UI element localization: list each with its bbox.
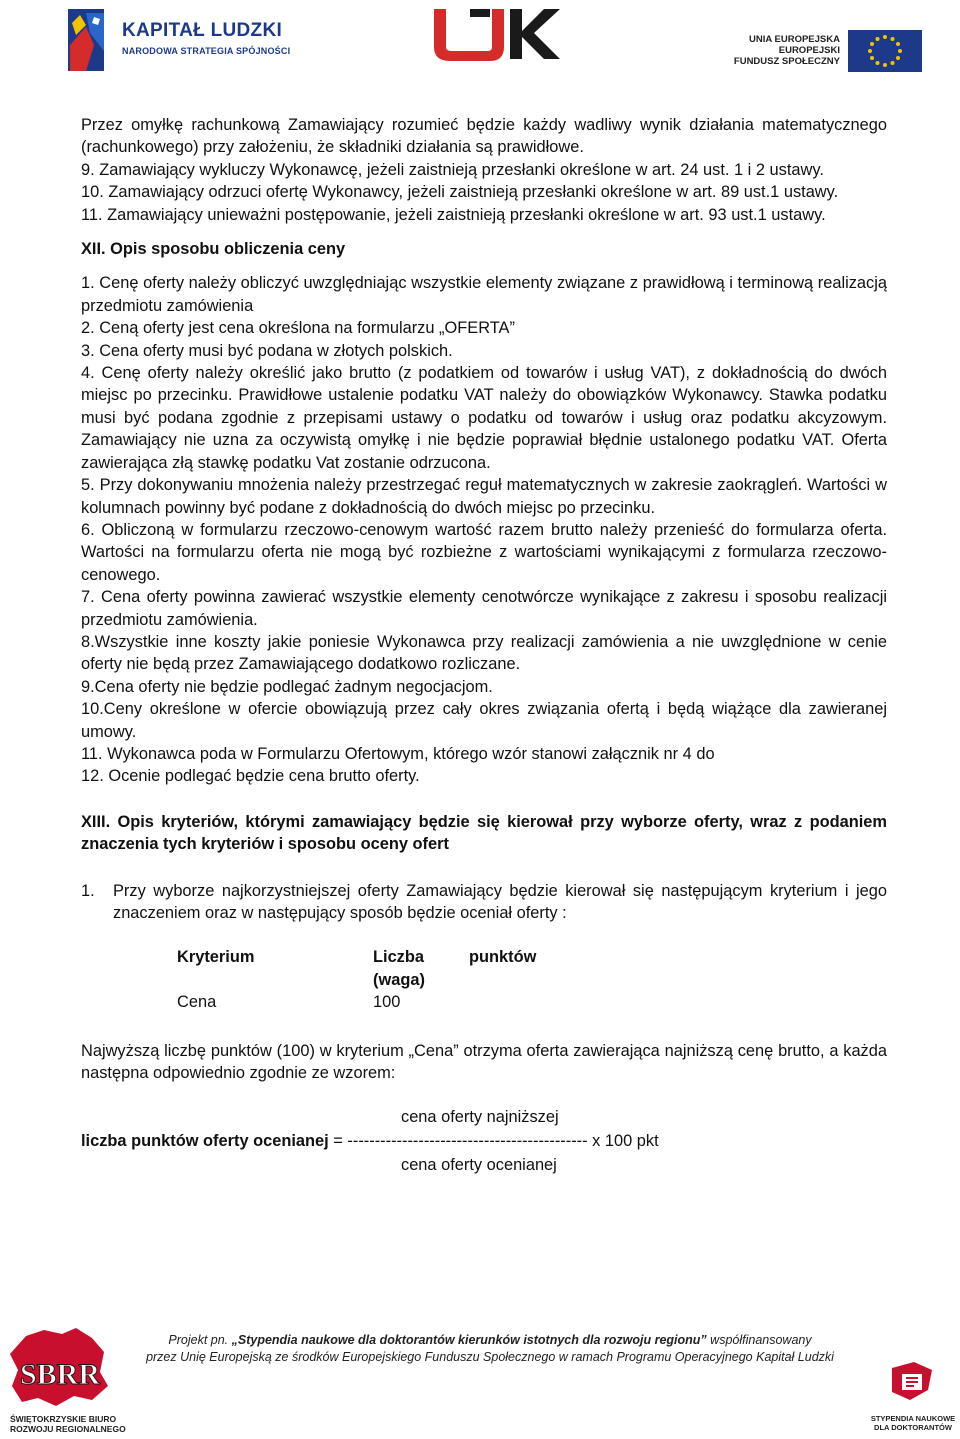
s12-item-5: 5. Przy dokonywaniu mnożenia należy przestrzegać reguł matematycznych w zakresie zaokrągleń. Wartości w kolumnach powinny być podane z dokładnością do dwóch miejsc po przecinku. <box>81 476 887 517</box>
ue-line-2: EUROPEJSKI <box>778 45 840 56</box>
criteria-cell-weight: 100 <box>373 993 401 1012</box>
project-note-title: „Stypendia naukowe dla doktorantów kierunków istotnych dla rozwoju regionu” <box>231 1333 707 1347</box>
section-xiii-title: XIII. Opis kryteriów, którymi zamawiający będzie się kierował przy wyborze oferty, wraz z podaniem znaczenia tych kryteriów i sposobu oceny ofert <box>81 812 887 854</box>
s12-item-8: 8.Wszystkie inne koszty jakie poniesie Wykonawca przy realizacji zamówienia a nie uwzględnione w cenie oferty nie będą przez Zamawiającego dodatkowo rozliczane. <box>81 632 887 674</box>
ue-line-3: FUNDUSZ SPOŁECZNY <box>733 56 840 67</box>
criteria-intro-number: 1. <box>81 881 95 900</box>
s12-item-11: 11. Wykonawca poda w Formularzu Ofertowym, którego wzór stanowi załącznik nr 4 do <box>81 744 715 763</box>
s12-item-4: 4. Cenę oferty należy określić jako brutto (z podatkiem od towarów i usług VAT), z dokładnością do dwóch miejsc po przecinku. Prawidłowe ustalenie podatku VAT należy do obowiązków Wykonawcy. Stawka podatku musi być podana zgodnie z przepisami ustawy o podatku od towarów i usług oraz podatku akcyzowym. Zamawiający nie uzna za oczywistą omyłkę i nie będzie poprawiał błędnie ustalonego podatku VAT. Oferta zawierająca złą stawkę podatku Vat zostanie odrzucona. <box>81 364 887 472</box>
criteria-cell-name: Cena <box>177 993 217 1012</box>
svg-text:SBRR: SBRR <box>19 1358 101 1391</box>
criteria-header-kryterium: Kryterium <box>177 948 255 967</box>
criteria-header-liczba: Liczba (waga) <box>373 948 425 989</box>
criteria-table-header <box>177 946 536 991</box>
kapital-ludzki-subtitle: NARODOWA STRATEGIA SPÓJNOŚCI <box>122 46 291 56</box>
criteria-header-punktow: punktów <box>469 948 537 967</box>
stypendia-logo <box>862 1360 960 1438</box>
s12-item-6: 6. Obliczoną w formularzu rzeczowo-cenowym wartość razem brutto należy przenieść do formularza oferta. Wartości na formularzu oferta nie mogą być rozbieżne z wartościami wynikającymi z formularza rzeczowo-cenowego. <box>81 520 887 584</box>
sbrr-caption-line-1: ŚWIĘTOKRZYSKIE BIURO <box>10 1414 117 1424</box>
criteria-intro-text: Przy wyborze najkorzystniejszej oferty Zamawiający będzie kierował się następującym kryterium i jego znaczeniem oraz w następujący sposób będzie oceniał oferty : <box>113 881 887 922</box>
formula-denominator: cena oferty ocenianej <box>401 1156 557 1175</box>
project-note <box>100 1332 880 1366</box>
formula-lhs: liczba punktów oferty ocenianej <box>81 1132 329 1151</box>
ue-efs-logo <box>730 30 930 75</box>
s12-item-10: 10.Ceny określone w ofercie obowiązują przez cały okres związania ofertą i będą wiążące dla zawieranej umowy. <box>81 700 887 741</box>
uk-university-logo-icon <box>430 3 562 65</box>
s12-item-12: 12. Ocenie podlegać będzie cena brutto oferty. <box>81 767 420 786</box>
project-note-suffix: współfinansowany <box>706 1333 812 1347</box>
paragraph-points-rule: Najwyższą liczbę punktów (100) w kryterium „Cena” otrzyma oferta zawierająca najniższą cenę brutto, a każda następna odpowiednio zgodnie ze wzorem: <box>81 1041 887 1083</box>
formula-numerator: cena oferty najniższej <box>401 1108 559 1127</box>
formula-rhs: = -------------------------------------------- x 100 pkt <box>328 1132 659 1151</box>
paragraph-9: 9. Zamawiający wykluczy Wykonawcę, jeżeli zaistnieją przesłanki określone w art. 24 ust. 1 i 2 ustawy. <box>81 160 824 179</box>
stypendia-mark-icon <box>862 1360 958 1412</box>
s12-item-1: 1. Cenę oferty należy obliczyć uwzględniając wszystkie elementy związane z prawidłową i terminową realizacją przedmiotu zamówienia <box>81 274 887 315</box>
project-note-line-2: przez Unię Europejską ze środków Europejskiego Funduszu Społecznego w ramach Programu Operacyjnego Kapitał Ludzki <box>146 1350 834 1364</box>
kapital-ludzki-title: KAPITAŁ LUDZKI <box>122 20 283 41</box>
s12-item-7: 7. Cena oferty powinna zawierać wszystkie elementy cenotwórcze wynikające z zakresu i sposobu realizacji przedmiotu zamówienia. <box>81 588 887 629</box>
sbrr-caption-line-2: ROZWOJU REGIONALNEGO <box>10 1424 126 1434</box>
paragraph-11: 11. Zamawiający unieważni postępowanie, jeżeli zaistnieją przesłanki określone w art. 93 ust.1 ustawy. <box>81 205 826 224</box>
document-body <box>81 114 887 1178</box>
eu-flag-icon <box>848 30 922 72</box>
table-row <box>177 991 536 1013</box>
ue-line-1: UNIA EUROPEJSKA <box>749 34 840 45</box>
page-header <box>0 0 960 100</box>
s12-item-9: 9.Cena oferty nie będzie podlegać żadnym negocjacjom. <box>81 677 493 696</box>
criteria-table <box>177 946 536 1013</box>
criteria-intro <box>81 880 887 925</box>
section-xii-title: XII. Opis sposobu obliczenia ceny <box>81 240 346 259</box>
stypendia-caption-line-1: STYPENDIA NAUKOWE <box>870 1414 956 1423</box>
paragraph-omylka: Przez omyłkę rachunkową Zamawiający rozumieć będzie każdy wadliwy wynik działania matematycznego (rachunkowego) przy założeniu, że składniki działania są prawidłowe. <box>81 116 887 157</box>
project-note-prefix: Projekt pn. <box>168 1333 232 1347</box>
s12-item-3: 3. Cena oferty musi być podana w złotych polskich. <box>81 341 453 360</box>
s12-item-2: 2. Ceną oferty jest cena określona na formularzu „OFERTA” <box>81 319 515 338</box>
page-footer <box>0 1320 960 1439</box>
kapital-ludzki-logo <box>64 5 291 75</box>
paragraph-10: 10. Zamawiający odrzuci ofertę Wykonawcy, jeżeli zaistnieją przesłanki określone w art. 89 ust.1 ustawy. <box>81 183 839 202</box>
scoring-formula <box>81 1106 887 1178</box>
stypendia-caption-line-2: DLA DOKTORANTÓW <box>874 1423 952 1432</box>
kapital-ludzki-mark-icon <box>64 5 116 73</box>
